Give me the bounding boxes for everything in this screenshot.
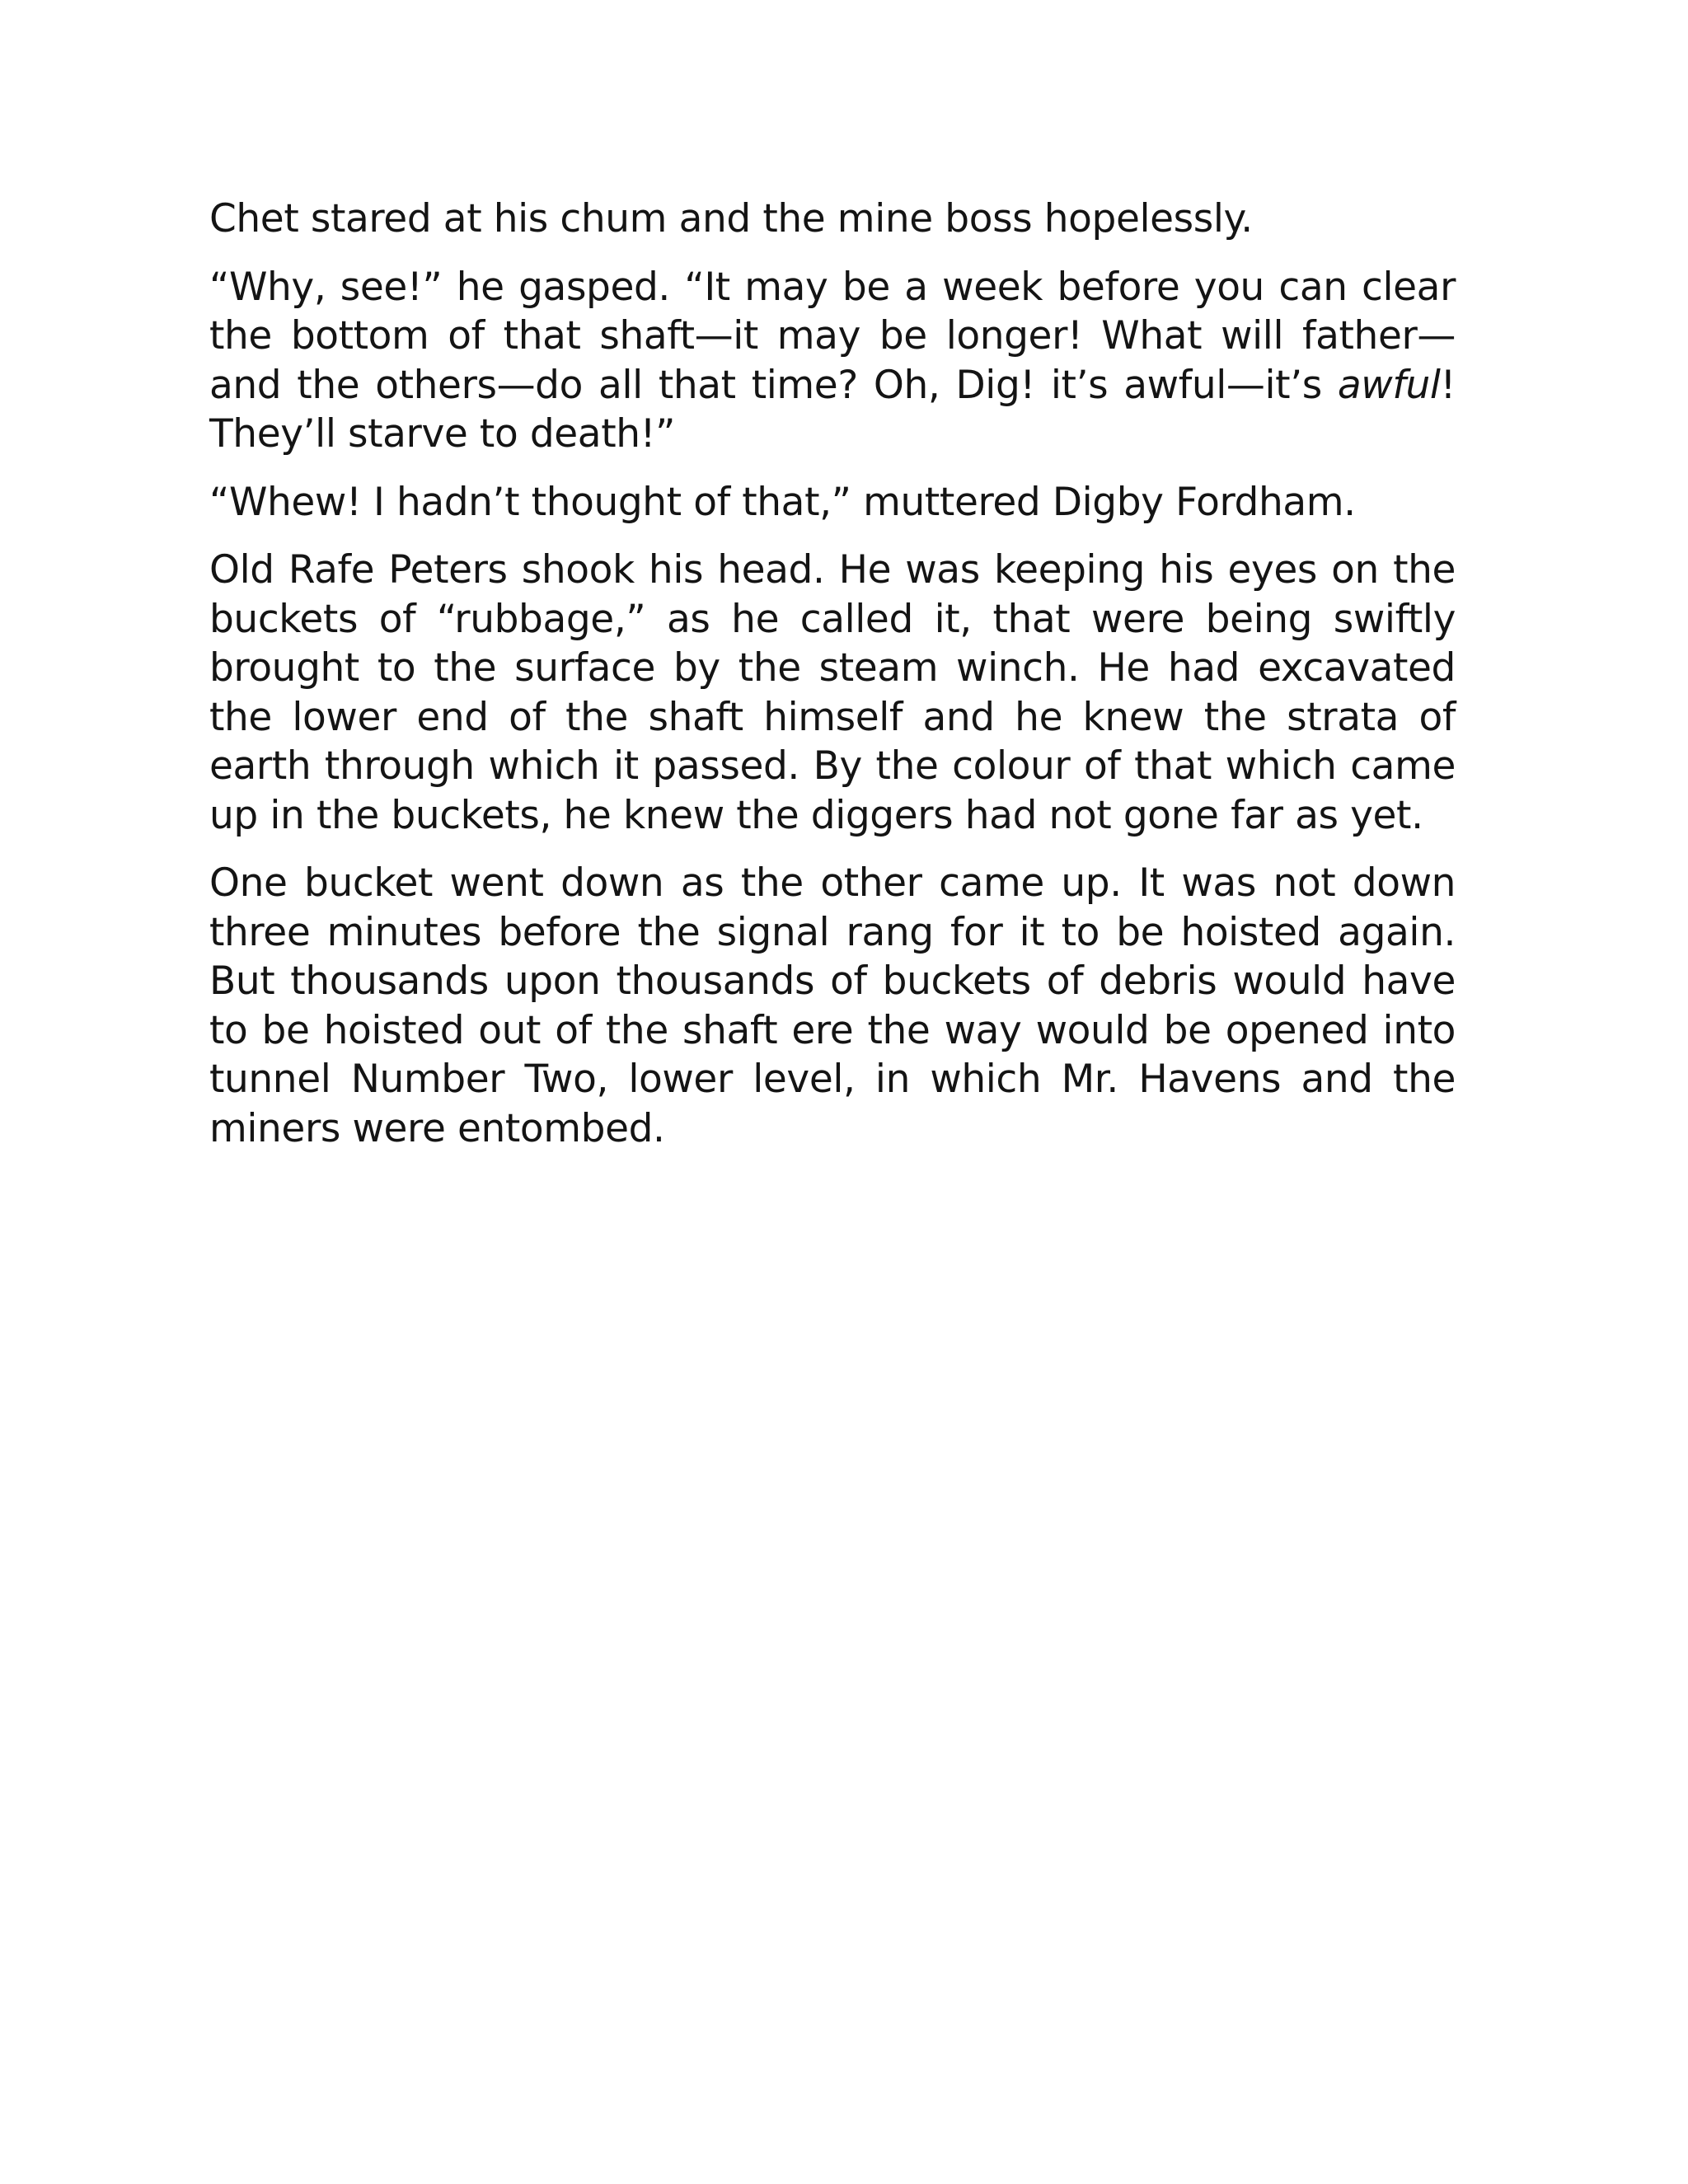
paragraph-2-text-a: “Why, see!” he gasped. “It may be a week before you can clear the bottom of that shaft—it may be longer! What will father—and the others—do all that time? Oh, Dig! it’s awful—it’s: [209, 264, 1456, 408]
paragraph-3: [209, 478, 1456, 527]
paragraph-2-emphasis: awful: [1337, 362, 1441, 408]
paragraph-4-text: Old Rafe Peters shook his head. He was keeping his eyes on the buckets of “rubbage,” as he called it, that were being swiftly brought to the surface by the steam winch. He had excavated the lower end of the shaft himself and he knew the strata of earth through which it passed. By the colour of that which came up in the buckets, he knew the diggers had not gone far as yet.: [209, 547, 1456, 838]
document-page: [209, 194, 1456, 1172]
paragraph-1: [209, 194, 1456, 244]
paragraph-5-text: One bucket went down as the other came up. It was not down three minutes before the signal rang for it to be hoisted again. But thousands upon thousands of buckets of debris would have to be hoisted out of the shaft ere the way would be opened into tunnel Number Two, lower level, in which Mr. Havens and the miners were entombed.: [209, 860, 1456, 1151]
paragraph-2-text-b: ! They’ll starve to death!”: [209, 362, 1456, 457]
paragraph-1-text: Chet stared at his chum and the mine boss hopelessly.: [209, 196, 1253, 241]
paragraph-5: [209, 859, 1456, 1153]
paragraph-2: [209, 263, 1456, 459]
paragraph-3-text: “Whew! I hadn’t thought of that,” muttered Digby Fordham.: [209, 479, 1356, 525]
paragraph-4: [209, 546, 1456, 840]
